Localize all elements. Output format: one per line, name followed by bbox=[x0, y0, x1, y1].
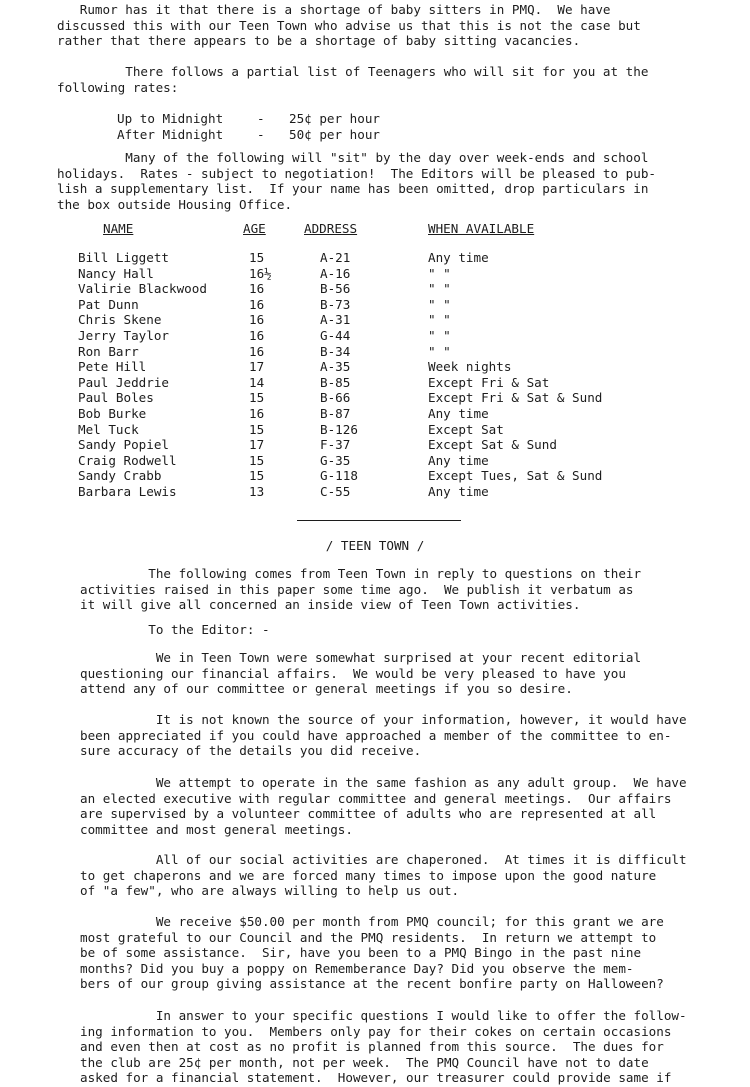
sitter-address: B-56 bbox=[320, 281, 351, 297]
sitter-availability: Any time bbox=[428, 405, 489, 421]
sitter-availability: Except Fri & Sat bbox=[428, 374, 550, 390]
sitter-availability: Except Tues, Sat & Sund bbox=[428, 468, 603, 484]
sitter-address: F-37 bbox=[320, 437, 351, 453]
sitter-address: B-66 bbox=[320, 390, 351, 406]
rate-row bbox=[117, 127, 380, 143]
sitter-name: Sandy Popiel bbox=[78, 437, 169, 453]
sitter-availability: Any time bbox=[428, 250, 489, 265]
sitter-address: A-35 bbox=[320, 359, 351, 375]
sitter-age: 16½ bbox=[249, 265, 272, 281]
sitter-age: 15 bbox=[249, 452, 265, 468]
section-divider bbox=[297, 520, 461, 521]
sitter-availability: Week nights bbox=[428, 359, 512, 375]
sitter-availability: " " bbox=[428, 312, 451, 328]
sitter-age: 16 bbox=[249, 405, 265, 421]
rate-price: 50¢ per hour bbox=[289, 126, 380, 142]
sitter-age: 16 bbox=[249, 312, 265, 328]
sitter-address: A-21 bbox=[320, 250, 351, 265]
sitter-address: B-87 bbox=[320, 405, 351, 421]
sitter-age: 17 bbox=[249, 359, 265, 375]
sitter-address: B-126 bbox=[320, 421, 358, 437]
sitter-age: 13 bbox=[249, 483, 265, 499]
sitter-age: 15 bbox=[249, 421, 265, 437]
letter-paragraph: All of our social activities are chaperoned. At times it is difficult to get chaperons and we are forced many times to impose upon the good nature of "a few", who are always willing to help us out. bbox=[80, 852, 687, 898]
rate-dash: - bbox=[257, 126, 265, 142]
letter-paragraph: We in Teen Town were somewhat surprised at your recent editorial questioning our financial affairs. We would be very pleased to have you attend any of our committee or general meetings if you so desire. bbox=[80, 650, 642, 696]
sitter-age: 15 bbox=[249, 390, 265, 406]
letter-paragraph: We attempt to operate in the same fashion as any adult group. We have an elected executive with regular committee and general meetings. Our affairs are supervised by a volunteer committee of adults who are represented at all committee and most general meetings. bbox=[80, 775, 687, 837]
sitter-address: B-73 bbox=[320, 296, 351, 312]
header-age: AGE bbox=[243, 221, 266, 236]
sitter-availability: Except Sat & Sund bbox=[428, 437, 557, 453]
rate-dash: - bbox=[257, 111, 265, 126]
sitter-address: B-34 bbox=[320, 343, 351, 359]
sitter-address: A-31 bbox=[320, 312, 351, 328]
rates-list bbox=[117, 111, 380, 142]
rate-price: 25¢ per hour bbox=[289, 111, 380, 126]
header-when-available: WHEN AVAILABLE bbox=[428, 221, 535, 236]
sitter-age: 17 bbox=[249, 437, 265, 453]
sitter-availability: Except Fri & Sat & Sund bbox=[428, 390, 603, 406]
sitter-availability: " " bbox=[428, 343, 451, 359]
sitter-availability: Any time bbox=[428, 483, 489, 499]
sitter-name: Pat Dunn bbox=[78, 296, 139, 312]
sitter-age: 15 bbox=[249, 250, 265, 265]
letter-paragraph: It is not known the source of your information, however, it would have been appreciated if you could have approached a member of the committee to en- sure accuracy of the details you did receive. bbox=[80, 712, 687, 758]
sitter-name: Ron Barr bbox=[78, 343, 139, 359]
letter-salutation: To the Editor: - bbox=[80, 622, 270, 637]
sitter-age: 15 bbox=[249, 468, 265, 484]
sitter-name: Bob Burke bbox=[78, 405, 147, 421]
sitter-availability: " " bbox=[428, 327, 451, 343]
section-title-teen-town: / TEEN TOWN / bbox=[325, 538, 425, 553]
sitter-availability: " " bbox=[428, 281, 451, 297]
sitter-name: Chris Skene bbox=[78, 312, 162, 328]
sitter-address: G-118 bbox=[320, 468, 358, 484]
rate-row bbox=[117, 111, 380, 127]
rate-label: Up to Midnight bbox=[117, 111, 224, 126]
sitter-name: Paul Boles bbox=[78, 390, 154, 406]
sitter-age: 16 bbox=[249, 281, 265, 297]
sitter-address: A-16 bbox=[320, 265, 351, 281]
sitter-age: 14 bbox=[249, 374, 265, 390]
sitter-address: G-35 bbox=[320, 452, 351, 468]
header-address: ADDRESS bbox=[304, 221, 358, 236]
sitter-address: B-85 bbox=[320, 374, 351, 390]
rate-label: After Midnight bbox=[117, 126, 224, 142]
sitter-name: Craig Rodwell bbox=[78, 452, 177, 468]
letter-paragraph: In answer to your specific questions I would like to offer the follow- ing information to you. Members only pay for their cokes on certain occasions and even then at cost as no profit is planned from this source. The dues for the club are 25¢ per month, not per week. The PMQ Council have not to date asked for a financial statement. However, our treasurer could provide same if bbox=[80, 1008, 687, 1085]
sitter-age: 16 bbox=[249, 343, 265, 359]
sitter-name: Pete Hill bbox=[78, 359, 147, 375]
sitter-name: Sandy Crabb bbox=[78, 468, 162, 484]
negotiation-notice: Many of the following will "sit" by the day over week-ends and school holidays. Rates - subject to negotiation! The Editors will be pleased to pub- lish a supplementary list. If your name has been omitted, drop particulars in the box outside Housing Office. bbox=[57, 150, 656, 212]
sitter-availability: Except Sat bbox=[428, 421, 504, 437]
sitter-address: C-55 bbox=[320, 483, 351, 499]
sitter-availability: " " bbox=[428, 265, 451, 281]
sitter-name: Bill Liggett bbox=[78, 250, 169, 265]
sitter-name: Valirie Blackwood bbox=[78, 281, 207, 297]
sitter-age: 16 bbox=[249, 296, 265, 312]
sitter-availability: " " bbox=[428, 296, 451, 312]
sitter-name: Nancy Hall bbox=[78, 265, 154, 281]
sitter-name: Barbara Lewis bbox=[78, 483, 177, 499]
sitter-name: Mel Tuck bbox=[78, 421, 139, 437]
letter-paragraph: We receive $50.00 per month from PMQ council; for this grant we are most grateful to our Council and the PMQ residents. In return we attempt to be of some assistance. Sir, have you been to a PMQ Bingo in the past nine months? Did you buy a poppy on Rememberance Day? Did you observe the mem- bers of our group giving assistance at the recent bonfire party on Halloween? bbox=[80, 914, 664, 991]
header-name: NAME bbox=[103, 221, 134, 236]
sitter-name: Paul Jeddrie bbox=[78, 374, 169, 390]
sitter-address: G-44 bbox=[320, 327, 351, 343]
sitter-name: Jerry Taylor bbox=[78, 327, 169, 343]
teen-town-intro: The following comes from Teen Town in reply to questions on their activities raised in this paper some time ago. We publish it verbatum as it will give all concerned an inside view of Teen Town activities. bbox=[80, 566, 642, 612]
sitter-age: 16 bbox=[249, 327, 265, 343]
sitter-availability: Any time bbox=[428, 452, 489, 468]
list-intro: There follows a partial list of Teenagers who will sit for you at the following rates: bbox=[57, 64, 649, 95]
baby-sitter-intro: Rumor has it that there is a shortage of baby sitters in PMQ. We have discussed this with our Teen Town who advise us that this is not the case but rather that there appears to be a shortage of baby sitting vacancies. bbox=[57, 2, 641, 48]
